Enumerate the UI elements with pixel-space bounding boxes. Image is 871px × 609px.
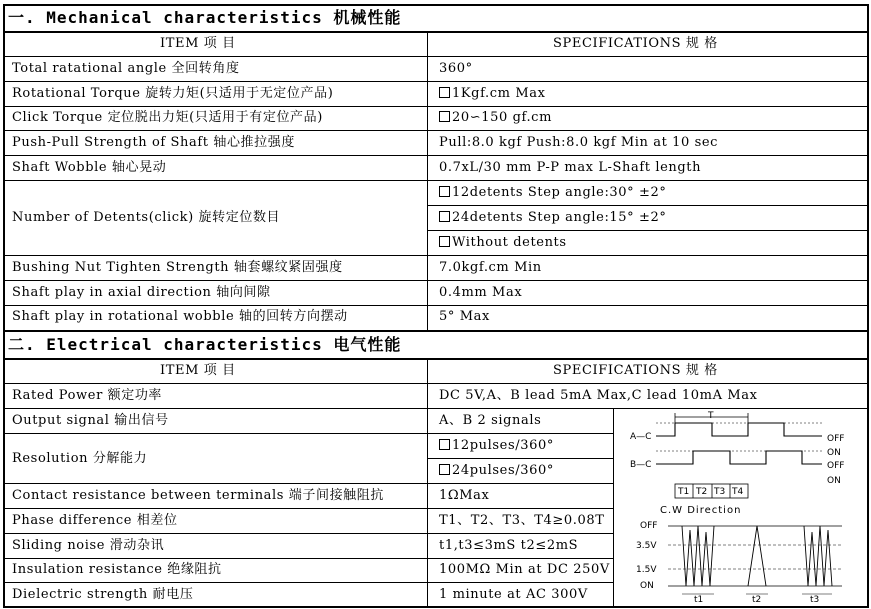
bc-on-label: ON xyxy=(827,476,841,486)
rule xyxy=(3,280,869,281)
mech-spec-text: Without detents xyxy=(452,235,567,250)
off-level-label: OFF xyxy=(640,521,658,531)
t3-phase-label: T3 xyxy=(714,487,726,497)
elec-spec: t1,t3≤3mS t2≤2mS xyxy=(439,538,579,553)
elec-item: Sliding noise 滑动杂讯 xyxy=(12,538,165,553)
rule xyxy=(3,483,613,484)
elec-spec-text: 24pulses/360° xyxy=(452,463,554,478)
mech-spec-text: 1Kgf.cm Max xyxy=(452,86,546,101)
elec-item: Output signal 输出信号 xyxy=(12,413,169,428)
elec-spec xyxy=(439,438,554,454)
rule xyxy=(3,81,869,82)
t-label: T xyxy=(708,411,714,421)
mech-spec: 7.0kgf.cm Min xyxy=(439,260,542,275)
mech-item: Click Torque 定位脱出力矩(只适用于有定位产品) xyxy=(12,110,323,125)
ac-on-label: ON xyxy=(827,448,841,458)
elec-spec: 1ΩMax xyxy=(439,488,490,503)
elec-item: Rated Power 额定功率 xyxy=(12,388,163,403)
mech-spec: 5° Max xyxy=(439,309,490,324)
mech-item: Shaft play in rotational wobble 轴的回转方向摆动 xyxy=(12,309,348,324)
ac-off-label: OFF xyxy=(827,434,845,444)
rule xyxy=(3,358,869,360)
t4-phase-label: T4 xyxy=(732,487,744,497)
mech-spec xyxy=(439,185,666,201)
bc-off-label: OFF xyxy=(827,461,845,471)
noise-burst-t2 xyxy=(748,526,766,586)
rule xyxy=(3,255,869,256)
mech-header-spec: SPECIFICATIONS 规 格 xyxy=(553,36,718,51)
t2-phase-label: T2 xyxy=(696,487,708,497)
mech-spec xyxy=(439,210,666,226)
mech-item: Push-Pull Strength of Shaft 轴心推拉强度 xyxy=(12,135,295,150)
elec-spec: 100MΩ Min at DC 250V xyxy=(439,562,610,577)
checkbox-icon xyxy=(439,464,450,475)
elec-spec: 1 minute at AC 300V xyxy=(439,587,588,602)
t2-noise-label: t2 xyxy=(752,595,762,605)
checkbox-icon xyxy=(439,211,450,222)
column-divider xyxy=(427,358,428,607)
checkbox-icon xyxy=(439,111,450,122)
noise-burst-t3 xyxy=(804,526,832,586)
elec-item: Insulation resistance 绝缘阻抗 xyxy=(12,562,222,577)
direction-label: C.W Direction xyxy=(660,505,742,516)
rule xyxy=(3,558,613,559)
mech-spec: 0.4mm Max xyxy=(439,285,523,300)
elec-item: Resolution 分解能力 xyxy=(12,451,148,466)
mech-item: Number of Detents(click) 旋转定位数目 xyxy=(12,210,281,225)
v15-level-label: 1.5V xyxy=(636,565,657,575)
rule xyxy=(3,330,869,332)
rule xyxy=(3,31,869,33)
v35-level-label: 3.5V xyxy=(636,541,657,551)
bc-waveform xyxy=(656,451,822,464)
rule xyxy=(3,383,869,384)
mech-spec-text: 24detents Step angle:15° ±2° xyxy=(452,210,667,225)
ac-waveform xyxy=(656,423,822,436)
mech-item: Shaft Wobble 轴心晃动 xyxy=(12,160,167,175)
rule xyxy=(3,155,869,156)
elec-item: Phase difference 相差位 xyxy=(12,513,178,528)
column-divider xyxy=(427,31,428,330)
border-left xyxy=(3,4,5,608)
t3-noise-label: t3 xyxy=(810,595,820,605)
ac-label: A—C xyxy=(630,432,652,442)
elec-header-spec: SPECIFICATIONS 规 格 xyxy=(553,363,718,378)
elec-spec xyxy=(439,463,554,479)
rule xyxy=(3,533,613,534)
rule xyxy=(428,458,613,459)
elec-spec: DC 5V,A、B lead 5mA Max,C lead 10mA Max xyxy=(439,388,758,403)
on-level-label: ON xyxy=(640,581,654,591)
mech-spec xyxy=(439,235,567,251)
mech-item: Total ratational angle 全回转角度 xyxy=(12,61,240,76)
mech-item: Bushing Nut Tighten Strength 轴套螺纹紧固强度 xyxy=(12,260,343,275)
mech-header-item: ITEM 项 目 xyxy=(160,36,236,51)
rule xyxy=(3,433,613,434)
mech-spec: 0.7xL/30 mm P-P max L-Shaft length xyxy=(439,160,702,175)
checkbox-icon xyxy=(439,87,450,98)
t1-noise-label: t1 xyxy=(694,595,704,605)
elec-section-title: 二. Electrical characteristics 电气性能 xyxy=(8,335,402,354)
t1-phase-label: T1 xyxy=(678,487,690,497)
mech-item: Shaft play in axial direction 轴向间隙 xyxy=(12,285,271,300)
checkbox-icon xyxy=(439,439,450,450)
border-top xyxy=(3,4,869,6)
mech-spec-text: 20∽150 gf.cm xyxy=(452,110,552,125)
checkbox-icon xyxy=(439,186,450,197)
mech-item: Rotational Torque 旋转力矩(只适用于无定位产品) xyxy=(12,86,334,101)
elec-item: Contact resistance between terminals 端子间接触阻抗 xyxy=(12,488,384,503)
mech-spec: 360° xyxy=(439,61,473,76)
rule xyxy=(3,582,613,583)
elec-spec-text: 12pulses/360° xyxy=(452,438,554,453)
rule xyxy=(3,305,869,306)
mech-spec-text: 12detents Step angle:30° ±2° xyxy=(452,185,667,200)
rule xyxy=(428,205,869,206)
rule xyxy=(3,508,613,509)
noise-burst-t1 xyxy=(682,526,714,586)
elec-spec: T1、T2、T3、T4≥0.08T xyxy=(439,513,605,528)
elec-header-item: ITEM 项 目 xyxy=(160,363,236,378)
rule xyxy=(3,56,869,57)
rule xyxy=(428,230,869,231)
checkbox-icon xyxy=(439,236,450,247)
mech-spec xyxy=(439,110,552,126)
mech-spec xyxy=(439,86,546,102)
elec-item: Dielectric strength 耐电压 xyxy=(12,587,194,602)
rule xyxy=(3,180,869,181)
rule xyxy=(3,130,869,131)
mech-section-title: 一. Mechanical characteristics 机械性能 xyxy=(8,8,402,27)
rule xyxy=(3,106,869,107)
waveform-diagram xyxy=(612,408,871,609)
mech-spec: Pull:8.0 kgf Push:8.0 kgf Min at 10 sec xyxy=(439,135,719,150)
bc-label: B—C xyxy=(630,460,652,470)
elec-spec: A、B 2 signals xyxy=(439,413,542,428)
